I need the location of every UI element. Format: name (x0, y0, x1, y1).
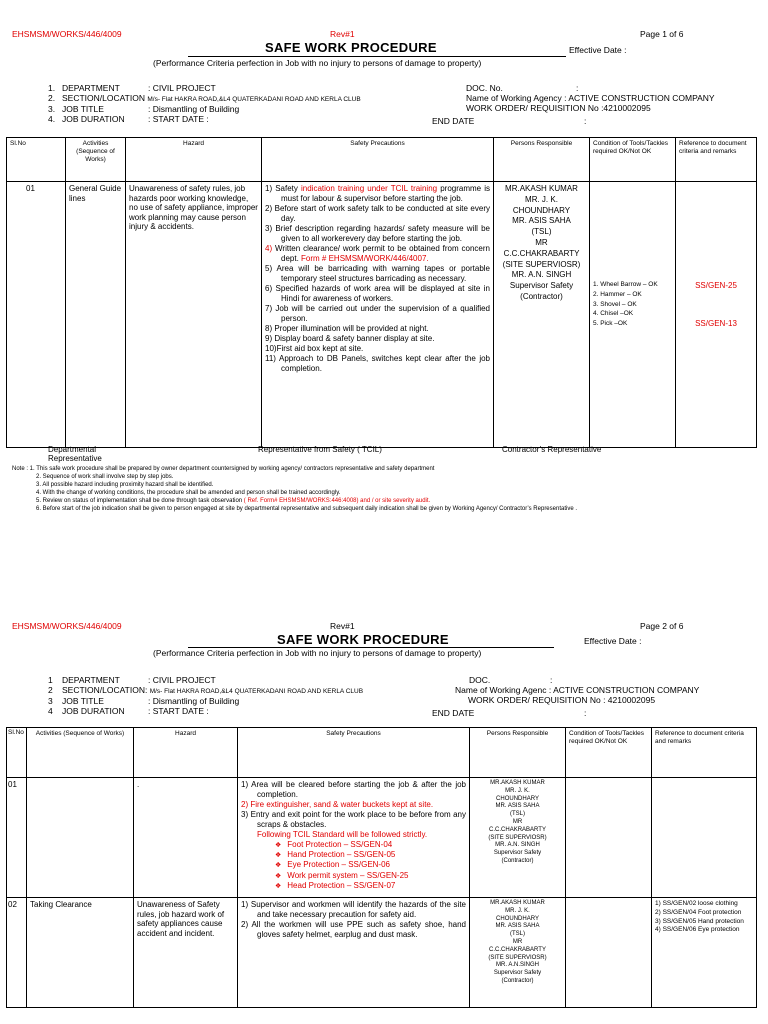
effective-date: Effective Date : (569, 45, 627, 55)
sig-safety: Representative from Safety ( TCIL) (258, 445, 382, 454)
sig-contractor: Contractor’s Representative (502, 445, 602, 454)
persons-responsible: MR.AKASH KUMAR MR. J. K. CHOUNDHARY MR. ASIS SAHA (TSL) MR C.C.CHAKRABARTY (SITE SUPERVIOSR) MR. A.N. SINGH Supervisor Safety (Contractor) (494, 182, 590, 448)
col-header: Hazard (126, 138, 262, 182)
hazard: Unawareness of safety rules, job hazards poor working knowledge, no use of safety appliance, improper work planning may cause person injury & accidents. (126, 182, 262, 448)
references: SS/GEN-25 SS/GEN-13 (676, 182, 757, 448)
page-title: SAFE WORK PROCEDURE (265, 40, 437, 55)
col-header: Activities (Sequence of Works) (27, 728, 134, 778)
revision: Rev#1 (330, 621, 355, 631)
col-header: Safety Precautions (262, 138, 494, 182)
sig-departmental: Departmental Representative (48, 445, 102, 464)
page-number: Page 1 of 6 (640, 29, 684, 39)
col-header: Sl.No (7, 728, 27, 778)
col-header: Hazard (134, 728, 238, 778)
effective-date: Effective Date : (584, 636, 642, 646)
col-header: Condition of Tools/Tackles required OK/Not OK (566, 728, 652, 778)
col-header: Persons Responsible (470, 728, 566, 778)
procedure-table (6, 727, 757, 1008)
sl-no: 01 (7, 182, 66, 448)
table-row (7, 182, 757, 448)
end-date: END DATE (432, 116, 475, 126)
meta-left: 1. DEPARTMENT : CIVIL PROJECT 2. SECTION/LOCATION M/s- Flat HAKRA ROAD,&L4 QUATERKADANI ROAD AND KERLA CLUB 3. JOB TITLE : Dismantling of Building 4. JOB DURATION : START DATE : (48, 83, 361, 125)
meta-left: 1 DEPARTMENT : CIVIL PROJECT 2 SECTION/LOCATION: M/s- Flat HAKRA ROAD,&L4 QUATERKADANI ROAD AND KERLA CLUB 3 JOB TITLE : Dismantling of Building 4 JOB DURATION : START DATE : (48, 675, 364, 717)
persons-responsible: MR.AKASH KUMAR MR. J. K. CHOUNDHARY MR. ASIS SAHA (TSL) MR C.C.CHAKRABARTY (SITE SUPERVIOSR) MR. A.N. SINGH Supervisor Safety (Contractor) (470, 778, 566, 898)
references: 1) SS/GEN/02 loose clothing 2) SS/GEN/04 Foot protection 3) SS/GEN/05 Hand protection 4) SS/GEN/06 Eye protection (652, 898, 757, 1008)
hazard: . (134, 778, 238, 898)
references (652, 778, 757, 898)
sl-no: 02 (7, 898, 27, 1008)
meta-right: DOC. : Name of Working Agenc : ACTIVE CONSTRUCTION COMPANY WORK ORDER/ REQUISITION No : 4210002095 (455, 675, 700, 706)
col-header: Reference to document criteria and remarks (652, 728, 757, 778)
activity (27, 778, 134, 898)
col-header: Reference to document criteria and remarks (676, 138, 757, 182)
col-header: Activities (Sequence of Works) (66, 138, 126, 182)
col-header: Sl.No (7, 138, 66, 182)
title-underline (188, 56, 566, 57)
page-number: Page 2 of 6 (640, 621, 684, 631)
end-date: END DATE (432, 708, 475, 718)
tools-condition (566, 898, 652, 1008)
safety-precautions: 1) Supervisor and workmen will identify the hazards of the site and take necessary precaution for safety aid. 2) All the workmen will use PPE such as safety shoe, hand gloves safety helmet, earplug and dust mask. (238, 898, 470, 1008)
subtitle: (Performance Criteria perfection in Job with no injury to persons of damage to property) (153, 58, 482, 68)
procedure-table (6, 137, 757, 448)
subtitle: (Performance Criteria perfection in Job with no injury to persons of damage to property) (153, 648, 482, 658)
col-header: Safety Precautions (238, 728, 470, 778)
sl-no: 01 (7, 778, 27, 898)
doc-ref: EHSMSM/WORKS/446/4009 (12, 621, 122, 631)
col-header: Condition of Tools/Tackles required OK/Not OK (590, 138, 676, 182)
table-row (7, 778, 757, 898)
safety-precautions: 1) Safety indication training under TCIL training programme is must for labour & supervisor before starting the job. 2) Before start of work safety talk to be conducted at site every day. 3) Brief description regarding hazards/ safety measure will be given to all workerevery day before starting the job. 4) Written clearance/ work permit to be obtained from concern dept. Form # EHSMSM/WORK/446/4007. 5) Area will be barricading with warning tapes or portable temporary steel structures barricading as necessary. 6) Specified hazards of work area will be displayed at site in Hindi for awareness of workers. 7) Job will be carried out under the supervision of a qualified person. 8) Proper illumination will be provided at night. 9) Display board & safety banner display at site. 10)First aid box kept at site. 11) Approach to DB Panels, switches kept clear after the job completion. (262, 182, 494, 448)
col-header: Persons Responsible (494, 138, 590, 182)
activity: General Guide lines (66, 182, 126, 448)
tools-condition (566, 778, 652, 898)
safety-precautions: 1) Area will be cleared before starting the job & after the job completion. 2) Fire extinguisher, sand & water buckets kept at site. 3) Entry and exit point for the work place to be before from any scraps & obstacles. Following TCIL Standard will be followed strictly. ❖ Foot Protection – SS/GEN-04 ❖ Hand Protection – SS/GEN-05 ❖ Eye Protection – SS/GEN-06 ❖ Work permit system – SS/GEN-25 ❖ Head Protection – SS/GEN-07 (238, 778, 470, 898)
activity: Taking Clearance (27, 898, 134, 1008)
tools-condition: 1. Wheel Barrow – OK 2. Hammer – OK 3. Shovel – OK 4. Chisel –OK 5. Pick –OK (590, 182, 676, 448)
meta-right: DOC. No. : Name of Working Agency : ACTIVE CONSTRUCTION COMPANY WORK ORDER/ REQUISITION No :4210002095 (466, 83, 715, 114)
persons-responsible: MR.AKASH KUMAR MR. J. K. CHOUNDHARY MR. ASIS SAHA (TSL) MR C.C.CHAKRABARTY (SITE SUPERVIOSR) MR. A.N.SINGH Supervisor Safety (Contractor) (470, 898, 566, 1008)
hazard: Unawareness of Safety rules, job hazard work of safety appliances cause accident and incident. (134, 898, 238, 1008)
revision: Rev#1 (330, 29, 355, 39)
page-title: SAFE WORK PROCEDURE (277, 632, 449, 647)
notes: Note : 1. This safe work procedure shall be prepared by owner department countersigned by working agency/ contractors representative and safety department 2. Sequence of work shall involve step by step jobs. 3. All possible hazard including proximity hazard shall be identified. 4. With the change of working conditions, the procedure shall be amended and person shall be trained accordingly. 5. Review on status of implementation shall be done through task observation ( Ref. Form# EHSMSM/WORKS:446:4008) and / or site severity audit. 6. Before start of the job indication shall be given to person engaged at site by departmental representative and subsequent daily indication shall be given by Working Agency/ Contractor’s Representative . (12, 466, 577, 513)
table-row (7, 898, 757, 1008)
doc-ref: EHSMSM/WORKS/446/4009 (12, 29, 122, 39)
